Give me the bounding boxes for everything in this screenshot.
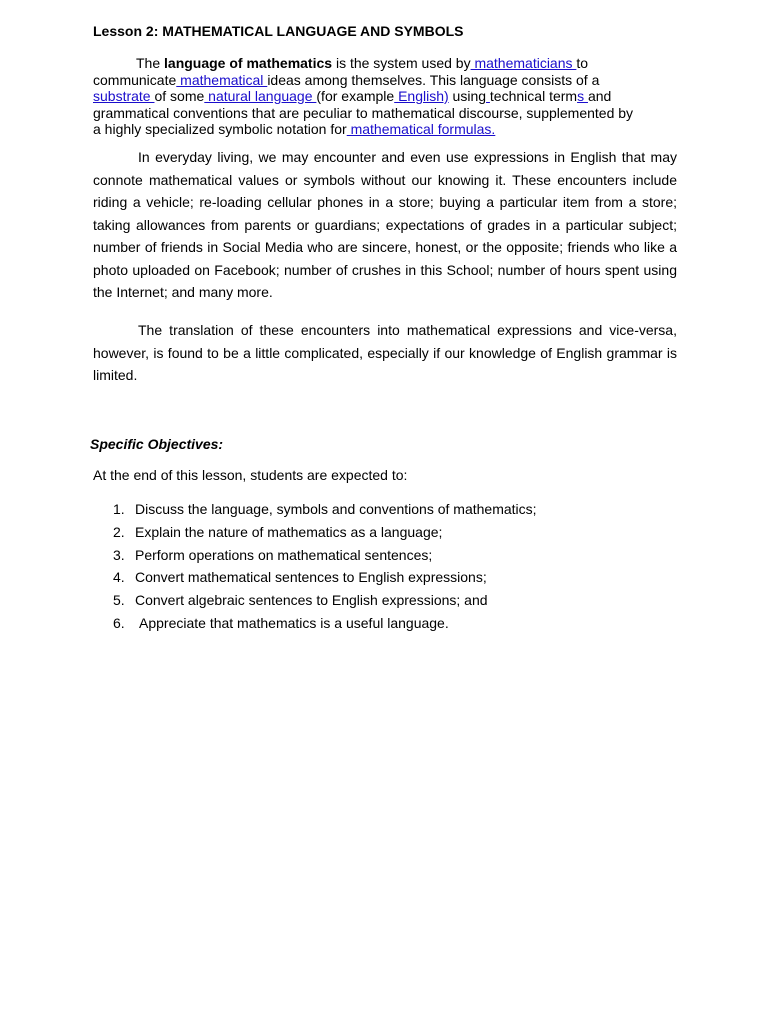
text-run: (for example (316, 88, 395, 104)
text-run: technical term (489, 88, 578, 104)
link-mathematicians[interactable]: mathematicians (470, 55, 577, 71)
item-number: 5. (113, 592, 125, 609)
objectives-heading: Specific Objectives: (90, 436, 224, 452)
objectives-intro: At the end of this lesson, students are expected to: (93, 467, 408, 483)
item-text: Convert mathematical sentences to English expressions; (135, 569, 487, 586)
item-number: 6. (113, 614, 125, 631)
text-run: ideas among themselves. This language consists of a (267, 71, 600, 88)
everyday-paragraph: In everyday living, we may encounter and even use expressions in English that may connote mathematical values or symbols without our knowing it. These encounters include riding a vehicle; re-loading cellular phones in a store; buying a particular item from a store; taking allowances from parents or guardians; expectations of grades in a particular subject; number of friends in Social Media who are sincere, honest, or the opposite; friends who like a photo uploaded on Facebook; number of crushes in this School; number of hours spent using the Internet; and many more. (93, 149, 677, 300)
text-run: is the system used by (332, 55, 471, 71)
item-number: 3. (113, 546, 125, 563)
item-text: Appreciate that mathematics is a useful language. (139, 614, 449, 631)
link-mathematical[interactable]: mathematical (176, 71, 268, 88)
item-number: 2. (113, 523, 125, 540)
link-natural-language[interactable]: natural language (204, 88, 317, 104)
text-run: The (136, 55, 165, 71)
text-run: to (576, 55, 589, 71)
link-terms[interactable]: s (577, 88, 588, 104)
intro-line-5 (93, 121, 677, 138)
translation-paragraph: The translation of these encounters into mathematical expressions and vice-versa, however, is found to be a little complicated, especially if our knowledge of English grammar is limited. (93, 322, 677, 383)
item-text: Explain the nature of mathematics as a language; (135, 523, 443, 540)
intro-line-2 (93, 72, 677, 89)
item-text: Perform operations on mathematical sentences; (135, 546, 433, 563)
text-run: a highly specialized symbolic notation for (93, 121, 347, 137)
text-run: and (587, 88, 612, 104)
text-run: using (448, 88, 487, 104)
text-run: of some (154, 88, 205, 104)
item-text: Discuss the language, symbols and conventions of mathematics; (135, 501, 537, 517)
link-mathematical-formulas[interactable]: mathematical formulas. (346, 121, 496, 137)
intro-line-4: grammatical conventions that are peculiar to mathematical discourse, supplemented by (93, 104, 634, 121)
bold-term: language of mathematics (164, 55, 333, 71)
link-substrate[interactable]: substrate (93, 88, 155, 104)
lesson-title: Lesson 2: MATHEMATICAL LANGUAGE AND SYMBOLS (93, 23, 464, 39)
intro-line-3 (93, 88, 677, 105)
item-number: 4. (113, 569, 125, 586)
text-run: communicate (93, 71, 177, 88)
link-english[interactable]: English) (394, 88, 449, 104)
item-text: Convert algebraic sentences to English expressions; and (135, 592, 488, 609)
intro-paragraph (93, 55, 677, 138)
intro-line-1 (93, 55, 677, 72)
item-number: 1. (113, 501, 125, 517)
